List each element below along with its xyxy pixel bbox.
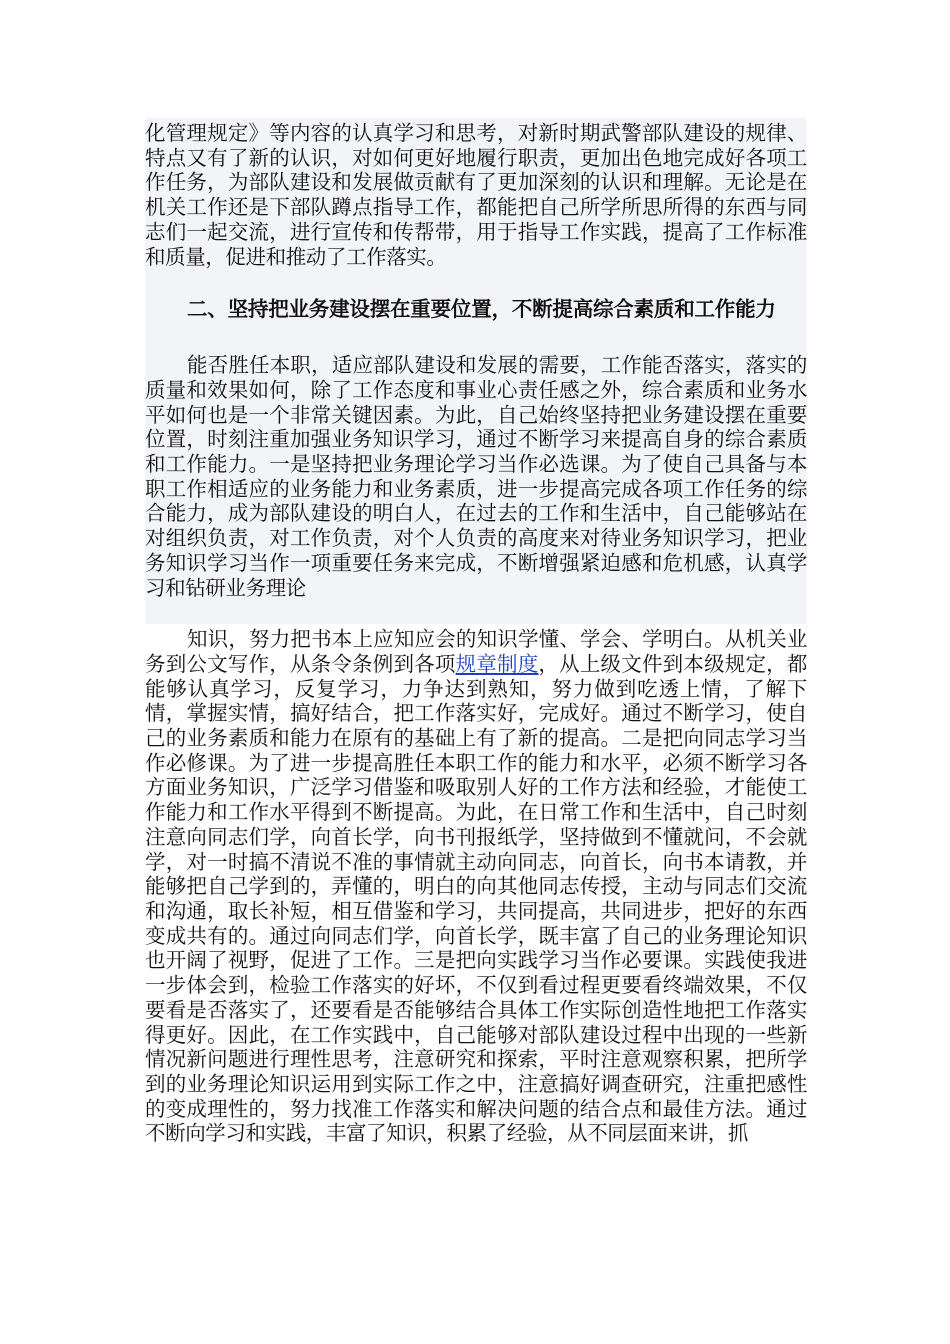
document-body <box>145 118 807 1148</box>
paragraph-2 <box>145 350 807 602</box>
paragraph-3 <box>145 624 807 1148</box>
paragraph-spacer <box>145 602 807 624</box>
paragraph-text: 知识，努力把书本上应知应会的知识学懂、学会、学明白。从机关业务到公文写作，从条令条例到各项 <box>145 627 807 676</box>
section-heading <box>145 293 807 328</box>
paragraph-continuation <box>145 118 807 271</box>
regulations-link[interactable]: 规章制度 <box>455 651 539 676</box>
paragraph-text: 化管理规定》等内容的认真学习和思考，对新时期武警部队建设的规律、特点又有了新的认识，对如何更好地履行职责，更加出色地完成好各项工作任务，为部队建设和发展做贡献有了更加深刻的认识和理解。无论是在机关工作还是下部队蹲点指导工作，都能把自己所学所思所得的东西与同志们一起交流，进行宣传和传帮带，用于指导工作实践，提高了工作标准和质量，促进和推动了工作落实。 <box>145 121 807 269</box>
paragraph-text: ，从上级文件到本级规定，都能够认真学习，反复学习，力争达到熟知，努力做到吃透上情，了解下情，掌握实情，搞好结合，把工作落实好，完成好。通过不断学习，使自己的业务素质和能力在原有的基础上有了新的提高。二是把向同志学习当作必修课。为了进一步提高胜任本职工作的能力和水平，必须不断学习各方面业务知识，广泛学习借鉴和吸取别人好的工作方法和经验，才能使工作能力和工作水平得到不断提高。为此，在日常工作和生活中，自己时刻注意向同志们学，向首长学，向书刊报纸学，坚持做到不懂就问，不会就学，对一时搞不清说不准的事情就主动向同志，向首长，向书本请教，并能够把自己学到的，弄懂的，明白的向其他同志传授，主动与同志们交流和沟通，取长补短，相互借鉴和学习，共同提高，共同进步，把好的东西变成共有的。通过向同志们学，向首长学，既丰富了自己的业务理论知识也开阔了视野，促进了工作。三是把向实践学习当作必要课。实践使我进一步体会到，检验工作落实的好坏，不仅到看过程更要看终端效果，不仅要看是否落实了，还要看是否能够结合具体工作实际创造性地把工作落实得更好。因此，在工作实践中，自己能够对部队建设过程中出现的一些新情况新问题进行理性思考，注意研究和探索，平时注意观察积累，把所学到的业务理论知识运用到实际工作之中，注意搞好调查研究，注重把感性的变成理性的，努力找准工作落实和解决问题的结合点和最佳方法。通过不断向学习和实践，丰富了知识，积累了经验，从不同层面来讲，抓 <box>145 651 807 1146</box>
paragraph-spacer <box>145 328 807 350</box>
section-heading-text: 二、坚持把业务建设摆在重要位置，不断提高综合素质和工作能力 <box>187 297 776 322</box>
paragraph-spacer <box>145 271 807 293</box>
paragraph-text: 能否胜任本职，适应部队建设和发展的需要，工作能否落实，落实的质量和效果如何，除了工作态度和事业心责任感之外，综合素质和业务水平如何也是一个非常关键因素。为此，自己始终坚持把业务建设摆在重要位置，时刻注重加强业务知识学习，通过不断学习来提高自身的综合素质和工作能力。一是坚持把业务理论学习当作必选课。为了使自己具备与本职工作相适应的业务能力和业务素质，进一步提高完成各项工作任务的综合能力，成为部队建设的明白人，在过去的工作和生活中，自己能够站在对组织负责，对工作负责，对个人负责的高度来对待业务知识学习，把业务知识学习当作一项重要任务来完成，不断增强紧迫感和危机感，认真学习和钻研业务理论 <box>145 353 807 600</box>
